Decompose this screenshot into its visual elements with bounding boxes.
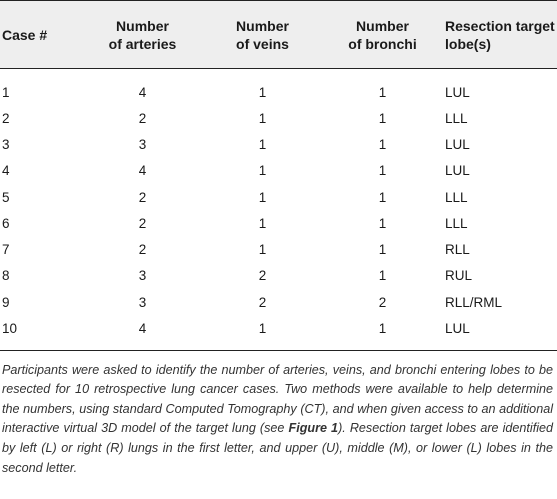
cell-bronchi: 1 — [378, 136, 387, 152]
cell-case: 4 — [2, 163, 10, 179]
cell-lobes: RLL — [445, 242, 470, 258]
table-row — [0, 210, 557, 236]
table-row — [0, 184, 557, 210]
header-veins-line2: of veins — [236, 35, 289, 52]
cell-lobes: LUL — [445, 84, 470, 100]
table-row — [0, 105, 557, 131]
table-row — [0, 289, 557, 315]
cell-arteries: 3 — [138, 294, 147, 310]
cell-veins: 1 — [258, 242, 267, 258]
cell-lobes: LUL — [445, 163, 470, 179]
cell-veins: 1 — [258, 136, 267, 152]
cell-case: 6 — [2, 215, 10, 231]
cell-bronchi: 1 — [378, 189, 387, 205]
cell-veins: 1 — [258, 189, 267, 205]
cell-bronchi: 1 — [378, 110, 387, 126]
cell-case: 2 — [2, 110, 10, 126]
cell-veins: 1 — [258, 321, 267, 337]
footnote-text-end: ). Resection target lobes are identified by left (L) or right (R) lungs in the first letter, and upper (U), middle (M), or lower (L) lobes in the second letter. — [2, 421, 553, 475]
header-veins-line1: Number — [236, 17, 289, 34]
table-row — [0, 158, 557, 184]
cell-lobes: LLL — [445, 215, 468, 231]
header-arteries-line1: Number — [116, 17, 169, 34]
cell-bronchi: 1 — [378, 163, 387, 179]
cell-lobes: LLL — [445, 189, 468, 205]
cell-arteries: 4 — [138, 163, 147, 179]
cell-bronchi: 1 — [378, 215, 387, 231]
cell-case: 3 — [2, 136, 10, 152]
cell-arteries: 3 — [138, 136, 147, 152]
header-bronchi-line1: Number — [356, 17, 409, 34]
header-case — [0, 1, 80, 69]
table-row — [0, 263, 557, 289]
cell-case: 5 — [2, 189, 10, 205]
figure-reference-link[interactable]: Figure 1 — [288, 421, 339, 436]
cell-veins: 1 — [258, 163, 267, 179]
cell-case: 8 — [2, 268, 10, 284]
cell-case: 1 — [2, 84, 10, 100]
cell-arteries: 3 — [138, 268, 147, 284]
table-header — [0, 1, 557, 69]
cell-veins: 1 — [258, 110, 267, 126]
table-row — [0, 69, 557, 106]
cell-bronchi: 1 — [378, 321, 387, 337]
header-lobes-line2: lobe(s) — [445, 35, 491, 52]
cell-case: 10 — [2, 321, 18, 337]
cell-case: 9 — [2, 294, 10, 310]
header-case-label: Case # — [2, 26, 48, 43]
cell-arteries: 4 — [138, 321, 147, 337]
header-arteries — [80, 1, 205, 69]
header-lobes-line1: Resection target — [445, 17, 555, 34]
cell-arteries: 4 — [138, 84, 147, 100]
table-row — [0, 315, 557, 350]
cell-lobes: LLL — [445, 110, 468, 126]
cell-arteries: 2 — [138, 110, 147, 126]
cell-lobes: RLL/RML — [445, 294, 503, 310]
cell-bronchi: 2 — [378, 294, 387, 310]
cell-arteries: 2 — [138, 189, 147, 205]
cell-bronchi: 1 — [378, 242, 387, 258]
table-row — [0, 236, 557, 262]
cell-bronchi: 1 — [378, 84, 387, 100]
table-row — [0, 131, 557, 157]
header-lobes — [445, 1, 557, 69]
cell-veins: 2 — [258, 268, 267, 284]
header-bronchi — [320, 1, 445, 69]
cell-veins: 2 — [258, 294, 267, 310]
table-body — [0, 69, 557, 351]
header-row — [0, 1, 557, 69]
table-footnote — [2, 361, 553, 479]
header-bronchi-line2: of bronchi — [348, 35, 417, 52]
cell-arteries: 2 — [138, 242, 147, 258]
cell-lobes: RUL — [445, 268, 473, 284]
cell-case: 7 — [2, 242, 10, 258]
cell-arteries: 2 — [138, 215, 147, 231]
header-arteries-line2: of arteries — [108, 35, 177, 52]
cell-lobes: LUL — [445, 136, 470, 152]
cell-veins: 1 — [258, 215, 267, 231]
cell-veins: 1 — [258, 84, 267, 100]
footnote-text-start: Participants were asked to identify the number of arteries, veins, and bronchi entering lobes to be resected for 10 retrospective lung cancer cases. Two methods were available to help determine the numbers, using standard Computed Tomography (CT), and when given access to an additional interactive virtual 3D model of the target lung (see — [2, 362, 553, 436]
cell-bronchi: 1 — [378, 268, 387, 284]
header-veins — [205, 1, 320, 69]
cell-lobes: LUL — [445, 321, 470, 337]
